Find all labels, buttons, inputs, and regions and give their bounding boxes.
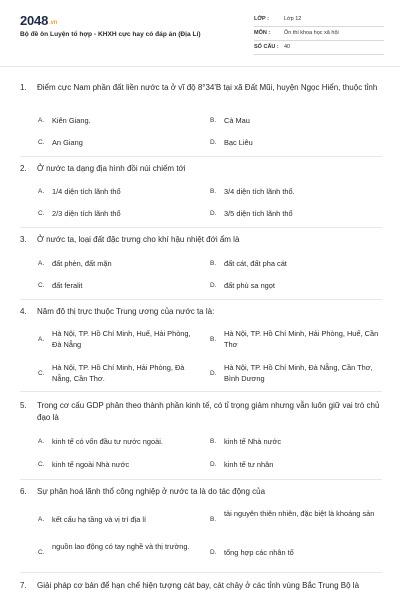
option-text: Hà Nội, TP. Hồ Chí Minh, Huế, Hải Phòng, Đà Nẵng bbox=[52, 329, 191, 349]
option-text: kinh tế ngoài Nhà nước bbox=[52, 460, 130, 469]
option-text: kinh tế có vốn đầu tư nước ngoài. bbox=[52, 437, 163, 446]
option-text: kinh tế tư nhân bbox=[224, 460, 274, 469]
question-6-option-d[interactable] bbox=[210, 547, 382, 558]
question-3-option-a[interactable] bbox=[38, 258, 198, 269]
option-letter: B. bbox=[210, 516, 217, 523]
option-text: Bạc Liêu bbox=[224, 138, 253, 147]
option-letter: D. bbox=[210, 282, 217, 289]
question-3-option-c[interactable] bbox=[38, 280, 198, 291]
option-letter: B. bbox=[210, 438, 217, 445]
question-4-option-a[interactable] bbox=[38, 328, 198, 350]
meta-key: MÔN : bbox=[254, 30, 271, 36]
site-logo[interactable] bbox=[20, 13, 57, 28]
meta-key: SỐ CÂU : bbox=[254, 44, 279, 50]
question-5-option-b[interactable] bbox=[210, 436, 382, 447]
meta-table bbox=[254, 13, 384, 55]
option-letter: D. bbox=[210, 549, 217, 556]
question-number: 1. bbox=[20, 83, 27, 92]
question-stem-7 bbox=[20, 580, 382, 592]
option-letter: D. bbox=[210, 461, 217, 468]
document-header bbox=[0, 0, 400, 67]
divider bbox=[20, 391, 382, 392]
option-letter: A. bbox=[38, 438, 45, 445]
question-stem-1 bbox=[20, 82, 382, 94]
option-text: 3/4 diện tích lãnh thổ. bbox=[224, 187, 295, 196]
divider bbox=[20, 572, 382, 573]
question-number: 2. bbox=[20, 164, 27, 173]
meta-value: Ôn thi khoa học xã hội bbox=[284, 30, 339, 36]
option-letter: C. bbox=[38, 139, 45, 146]
option-letter: B. bbox=[210, 336, 217, 343]
option-text: Hà Nội, TP. Hồ Chí Minh, Hải Phòng, Huế, Cần Thơ bbox=[224, 329, 379, 349]
option-letter: D. bbox=[210, 210, 217, 217]
divider bbox=[20, 479, 382, 480]
question-stem-3 bbox=[20, 234, 382, 246]
meta-value: Lớp 12 bbox=[284, 16, 302, 22]
question-text: Điểm cực Nam phần đất liền nước ta ở vĩ độ 8°34'B tại xã Đất Mũi, huyện Ngọc Hiển, thuộc tỉnh bbox=[37, 83, 378, 92]
question-4-option-d[interactable] bbox=[210, 362, 382, 384]
meta-key: LỚP : bbox=[254, 16, 269, 22]
option-letter: A. bbox=[38, 188, 45, 195]
option-text: tổng hợp các nhân tố bbox=[224, 548, 294, 557]
option-letter: B. bbox=[210, 117, 217, 124]
question-text: Ở nước ta dạng địa hình đồi núi chiếm tới bbox=[37, 164, 186, 173]
question-2-option-a[interactable] bbox=[38, 186, 198, 197]
question-stem-2 bbox=[20, 163, 382, 175]
question-text: Giải pháp cơ bản để hạn chế hiện tượng cát bay, cát chảy ở các tỉnh vùng Bắc Trung Bộ là bbox=[37, 581, 360, 590]
option-text: đất phù sa ngọt bbox=[224, 281, 275, 290]
option-letter: A. bbox=[38, 260, 45, 267]
question-text: Sự phân hoá lãnh thổ công nghiệp ở nước ta là do tác động của bbox=[37, 487, 266, 496]
option-text: Kiên Giang. bbox=[52, 116, 91, 125]
question-number: 3. bbox=[20, 235, 27, 244]
option-text: đất phèn, đất mặn bbox=[52, 259, 112, 268]
option-letter: D. bbox=[210, 139, 217, 146]
question-stem-5 bbox=[20, 400, 382, 424]
question-6-option-b[interactable] bbox=[210, 508, 382, 523]
question-stem-4 bbox=[20, 306, 382, 318]
question-text: Năm đô thị trực thuộc Trung ương của nước ta là: bbox=[37, 307, 215, 316]
question-5-option-d[interactable] bbox=[210, 459, 382, 470]
question-3-option-d[interactable] bbox=[210, 280, 382, 291]
divider bbox=[20, 156, 382, 157]
meta-row-subject bbox=[254, 27, 384, 41]
question-2-option-d[interactable] bbox=[210, 208, 382, 219]
option-letter: B. bbox=[210, 188, 217, 195]
question-1-option-c[interactable] bbox=[38, 137, 198, 148]
question-stem-6 bbox=[20, 486, 382, 498]
option-text: Hà Nội, TP. Hồ Chí Minh, Hải Phòng, Đà Nẵng, Cần Thơ. bbox=[52, 363, 185, 383]
option-text: 2/3 diện tích lãnh thổ bbox=[52, 209, 121, 218]
option-text: nguồn lao động có tay nghề và thị trường. bbox=[52, 542, 190, 551]
logo-suffix: .vn bbox=[49, 20, 58, 26]
meta-value: 40 bbox=[284, 44, 291, 50]
question-2-option-b[interactable] bbox=[210, 186, 382, 197]
option-text: tài nguyên thiên nhiên, đặc biệt là khoáng sản bbox=[224, 509, 375, 518]
option-letter: C. bbox=[38, 282, 45, 289]
option-letter: D. bbox=[210, 370, 217, 377]
option-text: 1/4 diện tích lãnh thổ bbox=[52, 187, 121, 196]
question-3-option-b[interactable] bbox=[210, 258, 382, 269]
option-letter: C. bbox=[38, 370, 45, 377]
option-text: Hà Nội, TP. Hồ Chí Minh, Đà Nẵng, Cần Thơ, Bình Dương bbox=[224, 363, 373, 383]
question-4-option-c[interactable] bbox=[38, 362, 198, 384]
question-5-option-c[interactable] bbox=[38, 459, 198, 470]
question-4-option-b[interactable] bbox=[210, 328, 382, 350]
option-text: đất cát, đất pha cát bbox=[224, 259, 287, 268]
option-text: Cà Mau bbox=[224, 116, 250, 125]
document-title: Bộ đề ôn Luyện tổ hợp - KHXH cực hay có đáp án (Địa Lí) bbox=[20, 31, 201, 38]
option-letter: C. bbox=[38, 549, 45, 556]
question-2-option-c[interactable] bbox=[38, 208, 198, 219]
question-6-option-c[interactable] bbox=[38, 541, 198, 556]
question-number: 6. bbox=[20, 487, 27, 496]
option-letter: B. bbox=[210, 260, 217, 267]
option-text: An Giang bbox=[52, 138, 83, 147]
question-1-option-a[interactable] bbox=[38, 115, 198, 126]
option-letter: A. bbox=[38, 516, 45, 523]
question-text: Ở nước ta, loại đất đặc trưng cho khí hậu nhiệt đới ẩm là bbox=[37, 235, 240, 244]
divider bbox=[20, 227, 382, 228]
question-number: 4. bbox=[20, 307, 27, 316]
option-letter: C. bbox=[38, 210, 45, 217]
option-letter: A. bbox=[38, 336, 45, 343]
logo-text: 2048 bbox=[20, 13, 49, 28]
option-text: kinh tế Nhà nước bbox=[224, 437, 282, 446]
meta-row-count bbox=[254, 41, 384, 55]
question-5-option-a[interactable] bbox=[38, 436, 198, 447]
question-1-option-b[interactable] bbox=[210, 115, 382, 126]
question-6-option-a[interactable] bbox=[38, 514, 198, 525]
divider bbox=[20, 299, 382, 300]
question-number: 7. bbox=[20, 581, 27, 590]
question-text: Trong cơ cấu GDP phân theo thành phần kinh tế, có tỉ trọng giảm nhưng vẫn luôn giữ vai trò chủ đạo là bbox=[37, 401, 380, 422]
option-text: đất feralit bbox=[52, 281, 83, 290]
question-number: 5. bbox=[20, 401, 27, 410]
question-1-option-d[interactable] bbox=[210, 137, 382, 148]
option-letter: C. bbox=[38, 461, 45, 468]
option-text: kết cấu hạ tầng và vị trí địa lí bbox=[52, 515, 147, 524]
option-text: 3/5 diện tích lãnh thổ bbox=[224, 209, 293, 218]
option-letter: A. bbox=[38, 117, 45, 124]
meta-row-class bbox=[254, 13, 384, 27]
